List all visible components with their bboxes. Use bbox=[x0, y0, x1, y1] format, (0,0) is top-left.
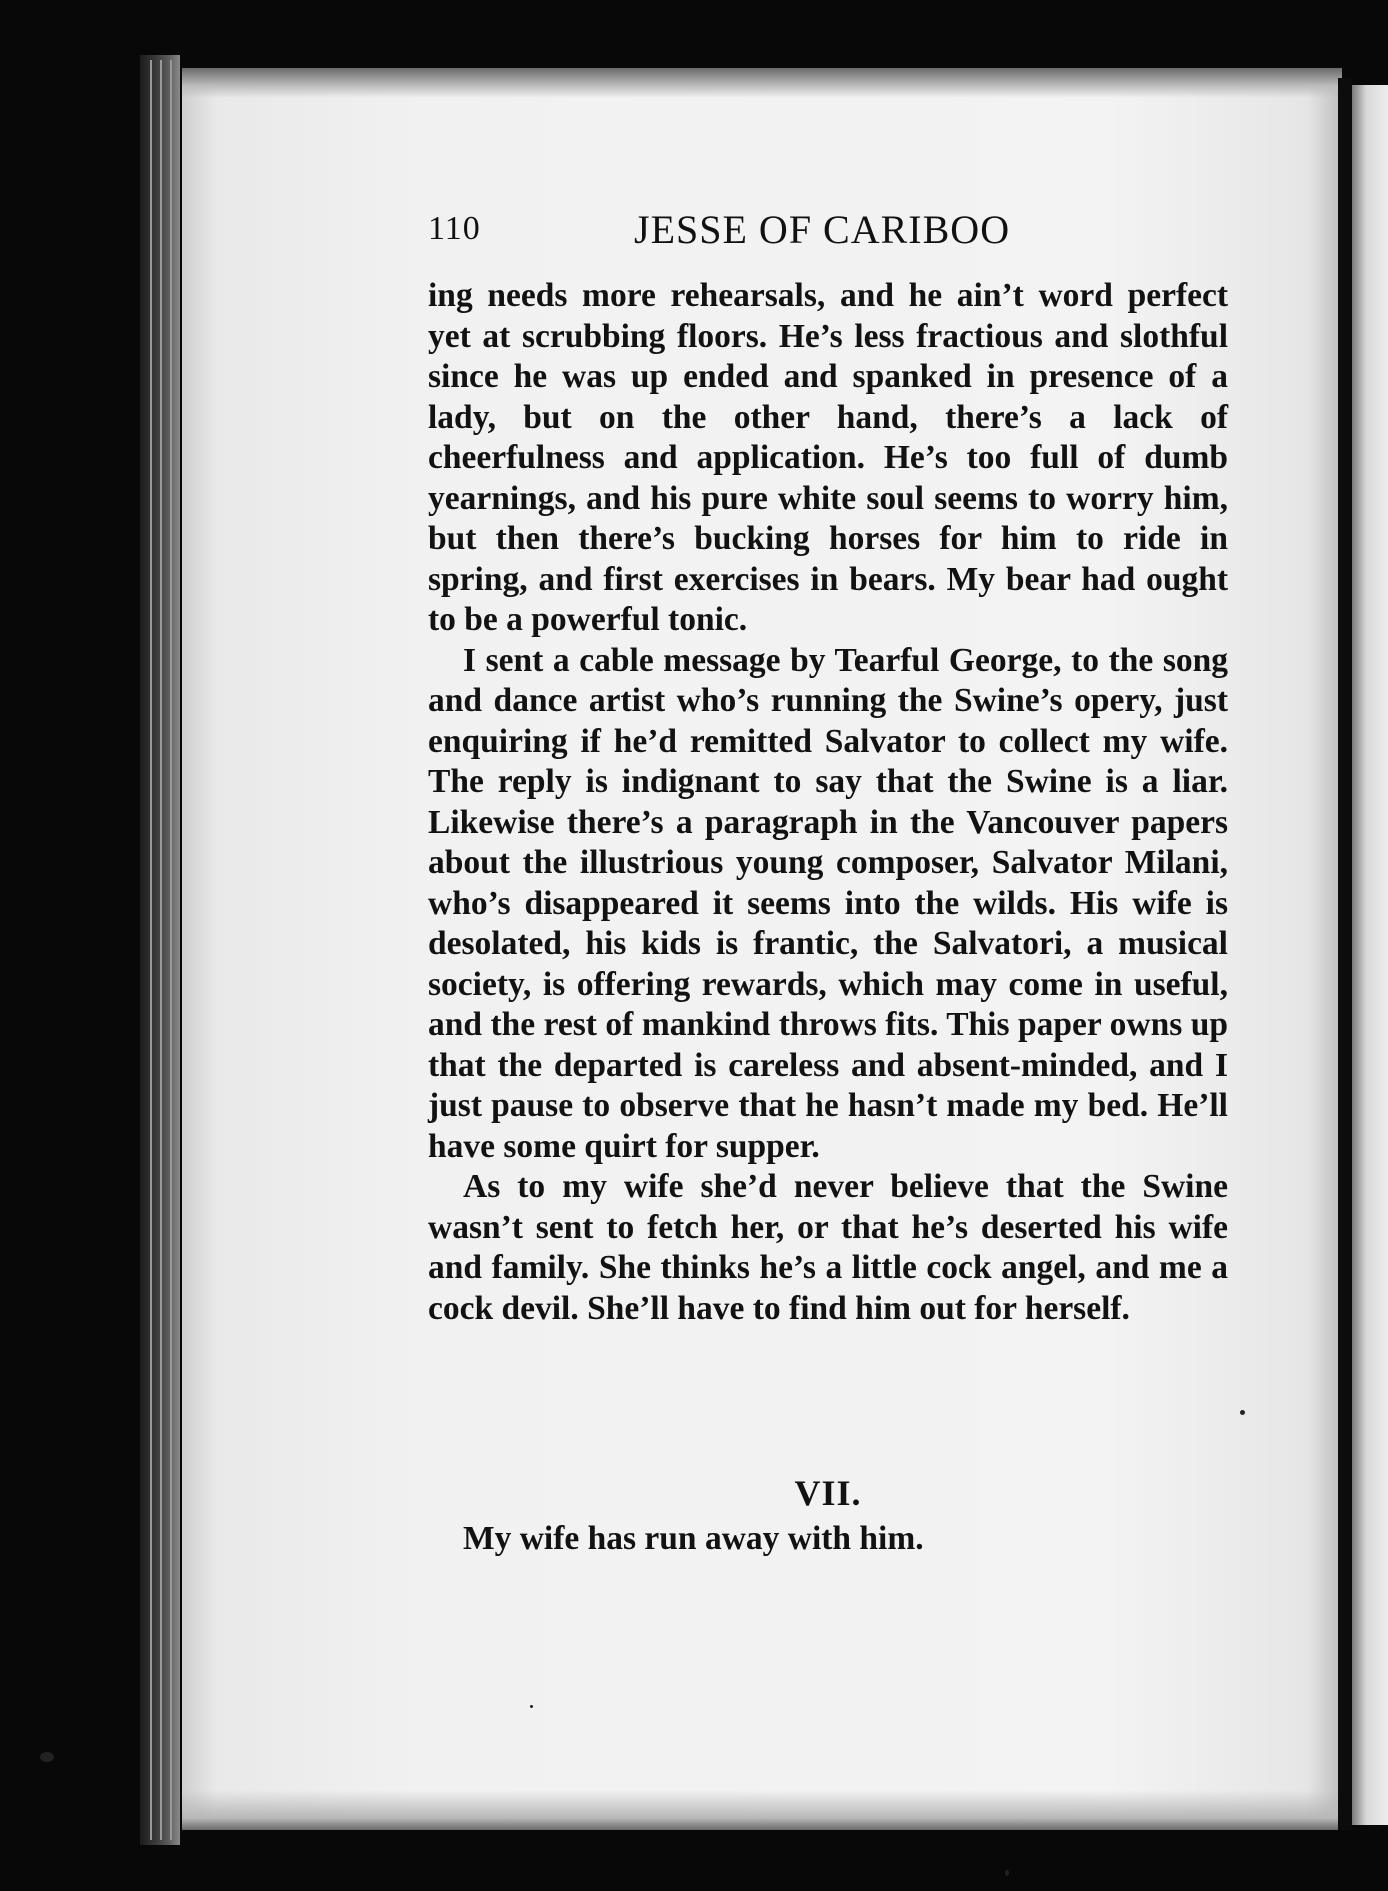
facing-page-edge bbox=[1352, 85, 1388, 1825]
body-text bbox=[428, 276, 1228, 1329]
page-edge-line bbox=[150, 60, 152, 1840]
page-edge-line bbox=[160, 60, 162, 1840]
paragraph: As to my wife she’d never believe that the Swine wasn’t sent to fetch her, or that he’s deserted his wife and family. She thinks he’s a little cock angel, and me a cock devil. She’ll have to find him out for herself. bbox=[428, 1168, 1228, 1327]
scan-speck bbox=[40, 1752, 54, 1762]
scan-speck bbox=[1240, 1410, 1245, 1415]
page-number: 110 bbox=[428, 210, 481, 247]
book-gutter bbox=[1338, 78, 1352, 1830]
paragraph: I sent a cable message by Tearful George, to the song and dance artist who’s running the Swine’s opery, just enquiring if he’d remitted Salvator to collect my wife. The reply is indignant to say that the Swine is a liar. Likewise there’s a paragraph in the Vancouver papers about the illustrious young composer, Salvator Milani, who’s disappeared it seems into the wilds. His wife is desolated, his kids is frantic, the Salvatori, a musical society, is offering rewards, which may come in useful, and the rest of mankind throws fits. This paper owns up that the departed is careless and absent-minded, and I just pause to observe that he hasn’t made my bed. He’ll have some quirt for supper. bbox=[428, 641, 1228, 1165]
scan-speck bbox=[1005, 1870, 1009, 1876]
page-edge-line bbox=[170, 60, 172, 1840]
section-heading: VII. bbox=[794, 1473, 862, 1513]
page-top-shadow bbox=[182, 68, 1342, 98]
scan-speck bbox=[530, 1705, 533, 1708]
page-header bbox=[428, 206, 1230, 256]
page-bottom-shadow bbox=[182, 1790, 1342, 1830]
running-title: JESSE OF CARIBOO bbox=[634, 207, 1011, 252]
section-first-line: My wife has run away with him. bbox=[463, 1520, 924, 1557]
paragraph: ing needs more rehearsals, and he ain’t word perfect yet at scrubbing floors. He’s less fractious and slothful since he was up ended and spanked in presence of a lady, but on the other hand, there’s a lack of cheerfulness and application. He’s too full of dumb yearnings, and his pure white soul seems to worry him, but then there’s bucking horses for him to ride in spring, and first exercises in bears. My bear had ought to be a powerful tonic. bbox=[428, 277, 1228, 638]
